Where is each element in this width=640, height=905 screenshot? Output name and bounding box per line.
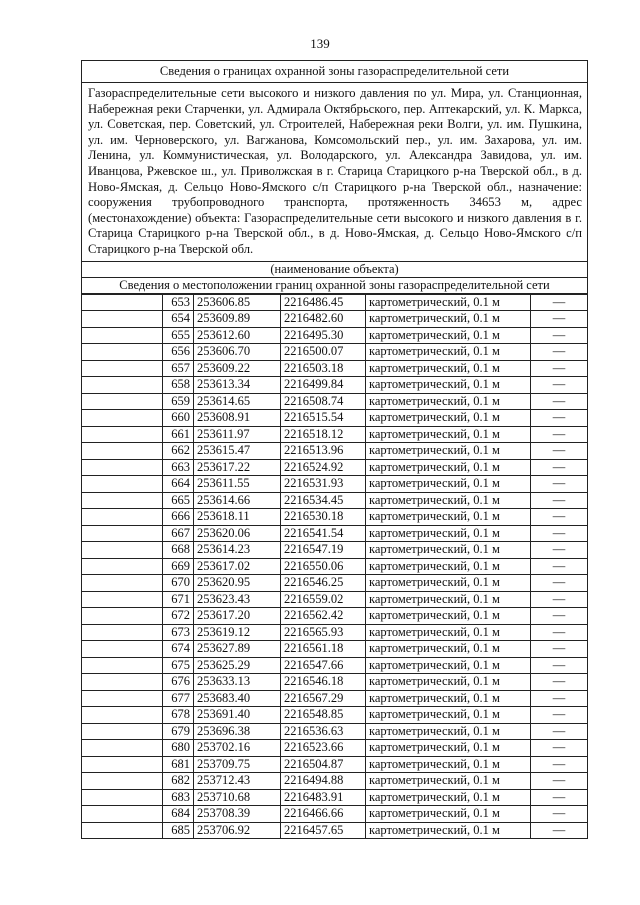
- empty-cell: [82, 657, 163, 674]
- empty-cell: [82, 558, 163, 575]
- point-number: 682: [163, 773, 194, 790]
- description-mark: —: [531, 707, 588, 724]
- point-number: 681: [163, 756, 194, 773]
- coordinate-x: 253617.20: [194, 608, 281, 625]
- table-row: [82, 393, 587, 410]
- empty-cell: [82, 723, 163, 740]
- coordinate-y: 2216466.66: [281, 806, 366, 823]
- empty-cell: [82, 608, 163, 625]
- coordinate-x: 253615.47: [194, 443, 281, 460]
- point-number: 660: [163, 410, 194, 427]
- coordinate-x: 253620.06: [194, 525, 281, 542]
- method-accuracy: картометрический, 0.1 м: [366, 360, 531, 377]
- table-row: [82, 558, 587, 575]
- method-accuracy: картометрический, 0.1 м: [366, 542, 531, 559]
- empty-cell: [82, 756, 163, 773]
- description-mark: —: [531, 740, 588, 757]
- point-number: 663: [163, 459, 194, 476]
- table-row: [82, 789, 587, 806]
- table-row: [82, 476, 587, 493]
- table-row: [82, 624, 587, 641]
- point-number: 664: [163, 476, 194, 493]
- coordinate-y: 2216494.88: [281, 773, 366, 790]
- table-row: [82, 773, 587, 790]
- page-number: 139: [310, 36, 330, 51]
- document-title: Сведения о границах охранной зоны газораспределительной сети: [82, 61, 587, 83]
- method-accuracy: картометрический, 0.1 м: [366, 822, 531, 838]
- point-number: 679: [163, 723, 194, 740]
- table-row: [82, 822, 587, 838]
- table-row: [82, 740, 587, 757]
- description-mark: —: [531, 591, 588, 608]
- empty-cell: [82, 476, 163, 493]
- coordinate-x: 253619.12: [194, 624, 281, 641]
- coordinate-y: 2216515.54: [281, 410, 366, 427]
- empty-cell: [82, 426, 163, 443]
- coordinate-y: 2216504.87: [281, 756, 366, 773]
- table-row: [82, 311, 587, 328]
- point-number: 672: [163, 608, 194, 625]
- coordinate-x: 253620.95: [194, 575, 281, 592]
- description-mark: —: [531, 459, 588, 476]
- coordinate-y: 2216562.42: [281, 608, 366, 625]
- object-description: Газораспределительные сети высокого и низкого давления по ул. Мира, ул. Станционная, Набережная реки Старченки, ул. Адмирала Октябрьского, пер. Аптекарский, ул. К. Маркса, ул. Советская, пер. Советский, ул. Строителей, Набережная реки Волги, ул. им. Пушкина, ул. им. Черноверского, ул. Вагжанова, Комсомольский пер., ул. им. Захарова, ул. им. Ленина, ул. Коммунистическая, ул. Володарского, ул. Александра Завидова, ул. им. Иванцова, Ржевское ш., ул. Приволжская в г. Старица Старицкого р-на Тверской обл., в д. Ново-Ямская, д. Сельцо Ново-Ямского с/п Старицкого р-на Тверской обл., назначение: сооружения трубопроводного транспорта, протяженность 34653 м, адрес (местонахождение) объекта: Газораспределительные сети высокого и низкого давления в г. Старица Старицкого р-на Тверской обл., в д. Ново-Ямская, д. Сельцо Ново-Ямского с/п Старицкого р-на Тверской обл.: [82, 83, 587, 262]
- empty-cell: [82, 690, 163, 707]
- table-row: [82, 443, 587, 460]
- coordinates-table: [82, 294, 587, 839]
- coordinate-x: 253614.23: [194, 542, 281, 559]
- point-number: 658: [163, 377, 194, 394]
- description-mark: —: [531, 410, 588, 427]
- description-mark: —: [531, 360, 588, 377]
- coordinate-x: 253618.11: [194, 509, 281, 526]
- coordinate-y: 2216513.96: [281, 443, 366, 460]
- coordinate-x: 253706.92: [194, 822, 281, 838]
- method-accuracy: картометрический, 0.1 м: [366, 756, 531, 773]
- table-row: [82, 674, 587, 691]
- coordinate-y: 2216530.18: [281, 509, 366, 526]
- method-accuracy: картометрический, 0.1 м: [366, 344, 531, 361]
- description-mark: —: [531, 641, 588, 658]
- coordinate-y: 2216457.65: [281, 822, 366, 838]
- method-accuracy: картометрический, 0.1 м: [366, 707, 531, 724]
- point-number: 654: [163, 311, 194, 328]
- method-accuracy: картометрический, 0.1 м: [366, 591, 531, 608]
- method-accuracy: картометрический, 0.1 м: [366, 294, 531, 311]
- method-accuracy: картометрический, 0.1 м: [366, 624, 531, 641]
- empty-cell: [82, 459, 163, 476]
- method-accuracy: картометрический, 0.1 м: [366, 509, 531, 526]
- coordinate-x: 253683.40: [194, 690, 281, 707]
- table-row: [82, 707, 587, 724]
- point-number: 671: [163, 591, 194, 608]
- description-mark: —: [531, 344, 588, 361]
- coordinate-x: 253625.29: [194, 657, 281, 674]
- table-row: [82, 525, 587, 542]
- table-row: [82, 327, 587, 344]
- point-number: 662: [163, 443, 194, 460]
- point-number: 684: [163, 806, 194, 823]
- empty-cell: [82, 393, 163, 410]
- description-mark: —: [531, 426, 588, 443]
- empty-cell: [82, 294, 163, 311]
- point-number: 666: [163, 509, 194, 526]
- point-number: 673: [163, 624, 194, 641]
- empty-cell: [82, 327, 163, 344]
- coordinate-y: 2216536.63: [281, 723, 366, 740]
- table-row: [82, 641, 587, 658]
- coordinate-y: 2216523.66: [281, 740, 366, 757]
- coordinate-y: 2216547.66: [281, 657, 366, 674]
- point-number: 655: [163, 327, 194, 344]
- coordinate-y: 2216546.25: [281, 575, 366, 592]
- coordinate-x: 253710.68: [194, 789, 281, 806]
- coordinate-x: 253613.34: [194, 377, 281, 394]
- point-number: 674: [163, 641, 194, 658]
- coordinate-x: 253627.89: [194, 641, 281, 658]
- description-mark: —: [531, 443, 588, 460]
- coordinate-y: 2216482.60: [281, 311, 366, 328]
- point-number: 678: [163, 707, 194, 724]
- description-mark: —: [531, 393, 588, 410]
- empty-cell: [82, 492, 163, 509]
- method-accuracy: картометрический, 0.1 м: [366, 558, 531, 575]
- point-number: 668: [163, 542, 194, 559]
- empty-cell: [82, 509, 163, 526]
- point-number: 653: [163, 294, 194, 311]
- table-row: [82, 377, 587, 394]
- coordinate-x: 253614.65: [194, 393, 281, 410]
- point-number: 667: [163, 525, 194, 542]
- method-accuracy: картометрический, 0.1 м: [366, 443, 531, 460]
- coordinate-x: 253712.43: [194, 773, 281, 790]
- empty-cell: [82, 806, 163, 823]
- coordinate-x: 253608.91: [194, 410, 281, 427]
- point-number: 675: [163, 657, 194, 674]
- description-mark: —: [531, 575, 588, 592]
- description-mark: —: [531, 773, 588, 790]
- point-number: 661: [163, 426, 194, 443]
- table-row: [82, 542, 587, 559]
- empty-cell: [82, 311, 163, 328]
- description-mark: —: [531, 624, 588, 641]
- coordinate-y: 2216524.92: [281, 459, 366, 476]
- table-row: [82, 591, 587, 608]
- coordinate-x: 253611.97: [194, 426, 281, 443]
- table-row: [82, 426, 587, 443]
- description-mark: —: [531, 525, 588, 542]
- empty-cell: [82, 344, 163, 361]
- description-mark: —: [531, 806, 588, 823]
- empty-cell: [82, 822, 163, 838]
- table-row: [82, 575, 587, 592]
- description-mark: —: [531, 558, 588, 575]
- method-accuracy: картометрический, 0.1 м: [366, 806, 531, 823]
- coordinate-x: 253708.39: [194, 806, 281, 823]
- coordinate-x: 253612.60: [194, 327, 281, 344]
- empty-cell: [82, 789, 163, 806]
- description-mark: —: [531, 608, 588, 625]
- point-number: 659: [163, 393, 194, 410]
- table-row: [82, 509, 587, 526]
- coordinate-y: 2216500.07: [281, 344, 366, 361]
- coordinate-x: 253691.40: [194, 707, 281, 724]
- method-accuracy: картометрический, 0.1 м: [366, 608, 531, 625]
- method-accuracy: картометрический, 0.1 м: [366, 377, 531, 394]
- empty-cell: [82, 360, 163, 377]
- table-row: [82, 294, 587, 311]
- coordinate-x: 253633.13: [194, 674, 281, 691]
- coordinate-y: 2216565.93: [281, 624, 366, 641]
- method-accuracy: картометрический, 0.1 м: [366, 690, 531, 707]
- point-number: 683: [163, 789, 194, 806]
- method-accuracy: картометрический, 0.1 м: [366, 789, 531, 806]
- coordinate-y: 2216561.18: [281, 641, 366, 658]
- point-number: 680: [163, 740, 194, 757]
- table-row: [82, 360, 587, 377]
- description-mark: —: [531, 822, 588, 838]
- table-row: [82, 806, 587, 823]
- point-number: 669: [163, 558, 194, 575]
- method-accuracy: картометрический, 0.1 м: [366, 723, 531, 740]
- table-row: [82, 608, 587, 625]
- table-row: [82, 690, 587, 707]
- coordinate-y: 2216495.30: [281, 327, 366, 344]
- method-accuracy: картометрический, 0.1 м: [366, 740, 531, 757]
- method-accuracy: картометрический, 0.1 м: [366, 410, 531, 427]
- empty-cell: [82, 707, 163, 724]
- point-number: 677: [163, 690, 194, 707]
- document-frame: [81, 60, 588, 839]
- coordinate-y: 2216547.19: [281, 542, 366, 559]
- coordinate-y: 2216486.45: [281, 294, 366, 311]
- coordinate-y: 2216518.12: [281, 426, 366, 443]
- coordinate-y: 2216550.06: [281, 558, 366, 575]
- empty-cell: [82, 377, 163, 394]
- table-row: [82, 657, 587, 674]
- description-mark: —: [531, 327, 588, 344]
- table-row: [82, 410, 587, 427]
- method-accuracy: картометрический, 0.1 м: [366, 476, 531, 493]
- description-mark: —: [531, 789, 588, 806]
- method-accuracy: картометрический, 0.1 м: [366, 311, 531, 328]
- description-mark: —: [531, 476, 588, 493]
- table-row: [82, 459, 587, 476]
- empty-cell: [82, 624, 163, 641]
- description-mark: —: [531, 492, 588, 509]
- empty-cell: [82, 525, 163, 542]
- empty-cell: [82, 542, 163, 559]
- point-number: 670: [163, 575, 194, 592]
- coordinate-x: 253606.85: [194, 294, 281, 311]
- coordinate-y: 2216534.45: [281, 492, 366, 509]
- table-row: [82, 344, 587, 361]
- method-accuracy: картометрический, 0.1 м: [366, 657, 531, 674]
- table-row: [82, 492, 587, 509]
- coordinate-y: 2216567.29: [281, 690, 366, 707]
- point-number: 676: [163, 674, 194, 691]
- description-mark: —: [531, 542, 588, 559]
- method-accuracy: картометрический, 0.1 м: [366, 426, 531, 443]
- empty-cell: [82, 674, 163, 691]
- point-number: 657: [163, 360, 194, 377]
- coordinate-x: 253702.16: [194, 740, 281, 757]
- empty-cell: [82, 773, 163, 790]
- coordinate-y: 2216559.02: [281, 591, 366, 608]
- description-mark: —: [531, 509, 588, 526]
- description-mark: —: [531, 311, 588, 328]
- coordinate-y: 2216531.93: [281, 476, 366, 493]
- coordinate-y: 2216499.84: [281, 377, 366, 394]
- coordinate-y: 2216541.54: [281, 525, 366, 542]
- coordinate-x: 253709.75: [194, 756, 281, 773]
- coordinate-x: 253696.38: [194, 723, 281, 740]
- coordinate-y: 2216548.85: [281, 707, 366, 724]
- empty-cell: [82, 443, 163, 460]
- table-row: [82, 723, 587, 740]
- coordinates-table-body: [82, 294, 587, 838]
- coordinate-x: 253623.43: [194, 591, 281, 608]
- empty-cell: [82, 740, 163, 757]
- table-row: [82, 756, 587, 773]
- object-name-caption: (наименование объекта): [82, 262, 587, 278]
- method-accuracy: картометрический, 0.1 м: [366, 641, 531, 658]
- coordinate-x: 253617.22: [194, 459, 281, 476]
- method-accuracy: картометрический, 0.1 м: [366, 393, 531, 410]
- coordinate-y: 2216546.18: [281, 674, 366, 691]
- description-mark: —: [531, 690, 588, 707]
- empty-cell: [82, 575, 163, 592]
- point-number: 685: [163, 822, 194, 838]
- empty-cell: [82, 641, 163, 658]
- empty-cell: [82, 410, 163, 427]
- section-title: Сведения о местоположении границ охранной зоны газораспределительной сети: [82, 278, 587, 294]
- empty-cell: [82, 591, 163, 608]
- method-accuracy: картометрический, 0.1 м: [366, 327, 531, 344]
- coordinate-x: 253617.02: [194, 558, 281, 575]
- coordinate-x: 253611.55: [194, 476, 281, 493]
- coordinate-x: 253606.70: [194, 344, 281, 361]
- description-mark: —: [531, 674, 588, 691]
- point-number: 665: [163, 492, 194, 509]
- method-accuracy: картометрический, 0.1 м: [366, 674, 531, 691]
- method-accuracy: картометрический, 0.1 м: [366, 459, 531, 476]
- coordinate-y: 2216503.18: [281, 360, 366, 377]
- description-mark: —: [531, 756, 588, 773]
- coordinate-x: 253614.66: [194, 492, 281, 509]
- coordinate-x: 253609.89: [194, 311, 281, 328]
- description-mark: —: [531, 377, 588, 394]
- description-mark: —: [531, 657, 588, 674]
- method-accuracy: картометрический, 0.1 м: [366, 575, 531, 592]
- description-mark: —: [531, 294, 588, 311]
- method-accuracy: картометрический, 0.1 м: [366, 492, 531, 509]
- description-mark: —: [531, 723, 588, 740]
- coordinate-y: 2216483.91: [281, 789, 366, 806]
- coordinate-y: 2216508.74: [281, 393, 366, 410]
- point-number: 656: [163, 344, 194, 361]
- coordinate-x: 253609.22: [194, 360, 281, 377]
- method-accuracy: картометрический, 0.1 м: [366, 773, 531, 790]
- method-accuracy: картометрический, 0.1 м: [366, 525, 531, 542]
